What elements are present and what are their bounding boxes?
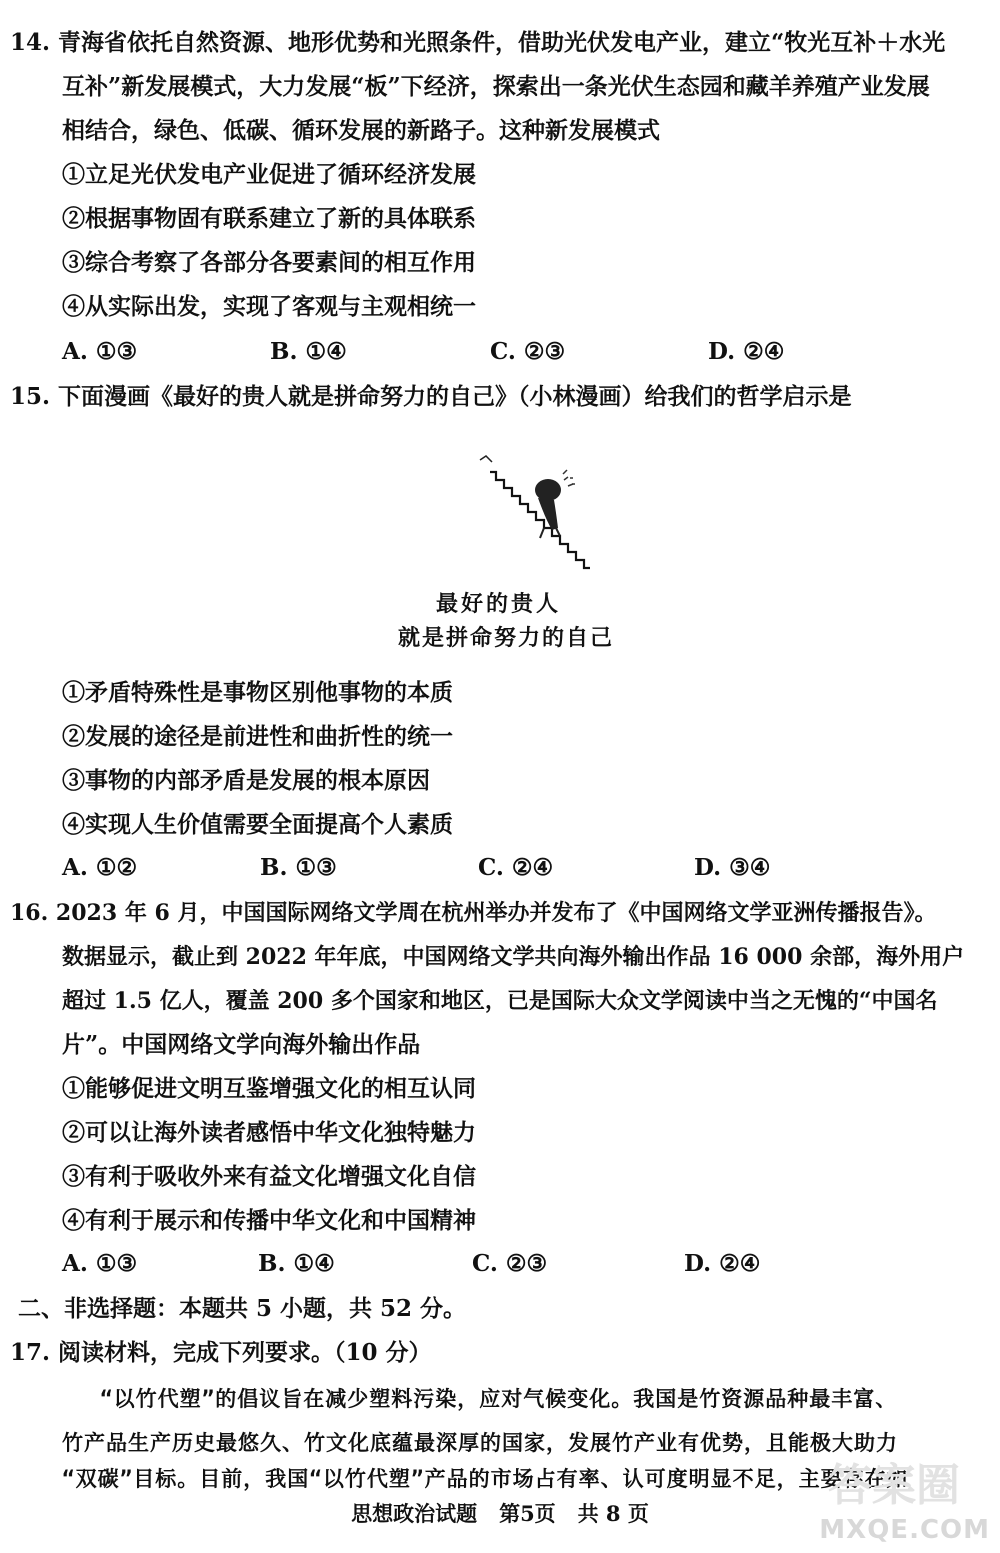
- q16-stem-line-1: 16. 2023 年 6 月，中国国际网络文学周在杭州举办并发布了《中国网络文学亚洲传播报告》。: [10, 900, 937, 926]
- q15-item-3: ③事物的内部矛盾是发展的根本原因: [62, 767, 430, 794]
- q15-option-d[interactable]: D. ③④: [694, 854, 771, 881]
- q16-stem-line-4: 片”。中国网络文学向海外输出作品: [62, 1031, 421, 1058]
- q14-stem-line-3: 相结合，绿色、低碳、循环发展的新路子。这种新发展模式: [62, 117, 660, 144]
- q16-option-c[interactable]: C. ②③: [472, 1250, 548, 1277]
- q17-material-line-1: “以竹代塑”的倡议旨在减少塑料污染，应对气候变化。我国是竹资源品种最丰富、: [100, 1387, 898, 1411]
- q16-item-4: ④有利于展示和传播中华文化和中国精神: [62, 1207, 476, 1234]
- watermark-logo: 答案圈: [828, 1460, 960, 1511]
- q16-options: [62, 1250, 962, 1280]
- staircase-figure-icon: [460, 450, 660, 580]
- q14-option-c[interactable]: C. ②③: [490, 338, 566, 365]
- q16-option-b[interactable]: B. ①④: [258, 1250, 335, 1277]
- q14-options: [62, 338, 962, 368]
- q15-item-4: ④实现人生价值需要全面提高个人素质: [62, 811, 453, 838]
- q17-material-line-3: “双碳”目标。目前，我国“以竹代塑”产品的市场占有率、认可度明显不足，主要存在如: [62, 1467, 909, 1491]
- q14-item-3: ③综合考察了各部分各要素间的相互作用: [62, 249, 476, 276]
- q15-item-1: ①矛盾特殊性是事物区别他事物的本质: [62, 679, 453, 706]
- watermark-site: MXQE.COM: [819, 1515, 990, 1545]
- cartoon-caption-line-2: 就是拼命努力的自己: [398, 626, 615, 651]
- q14-stem-line-2: 互补”新发展模式，大力发展“板”下经济，探索出一条光伏生态园和藏羊养殖产业发展: [62, 73, 930, 100]
- q14-option-a[interactable]: A. ①③: [62, 338, 138, 365]
- q16-stem-line-2: 数据显示，截止到 2022 年年底，中国网络文学共向海外输出作品 16 000 余部，海外用户: [62, 944, 965, 970]
- q16-item-1: ①能够促进文明互鉴增强文化的相互认同: [62, 1075, 476, 1102]
- q17-stem: 17. 阅读材料，完成下列要求。（10 分）: [10, 1339, 432, 1366]
- q14-item-1: ①立足光伏发电产业促进了循环经济发展: [62, 161, 476, 188]
- q14-stem-line-1: 14. 青海省依托自然资源、地形优势和光照条件，借助光伏发电产业，建立“牧光互补＋水光: [10, 29, 946, 56]
- q16-item-3: ③有利于吸收外来有益文化增强文化自信: [62, 1163, 476, 1190]
- q16-option-a[interactable]: A. ①③: [62, 1250, 138, 1277]
- cartoon-caption-line-1: 最好的贵人: [436, 592, 562, 617]
- q15-option-a[interactable]: A. ①②: [62, 854, 138, 881]
- section-heading: 二、非选择题：本题共 5 小题，共 52 分。: [18, 1295, 467, 1322]
- q15-option-b[interactable]: B. ①③: [260, 854, 337, 881]
- q16-option-d[interactable]: D. ②④: [684, 1250, 761, 1277]
- q15-stem: 15. 下面漫画《最好的贵人就是拼命努力的自己》（小林漫画）给我们的哲学启示是: [10, 383, 852, 410]
- page-footer: 思想政治试题 第5页 共 8 页: [351, 1501, 649, 1526]
- q14-item-2: ②根据事物固有联系建立了新的具体联系: [62, 205, 476, 232]
- q14-item-4: ④从实际出发，实现了客观与主观相统一: [62, 293, 476, 320]
- q15-item-2: ②发展的途径是前进性和曲折性的统一: [62, 723, 453, 750]
- q14-option-b[interactable]: B. ①④: [270, 338, 347, 365]
- q17-material-line-2: 竹产品生产历史最悠久、竹文化底蕴最深厚的国家，发展竹产业有优势，且能极大助力: [62, 1431, 898, 1455]
- q16-item-2: ②可以让海外读者感悟中华文化独特魅力: [62, 1119, 476, 1146]
- q15-options: [62, 854, 962, 884]
- q14-option-d[interactable]: D. ②④: [708, 338, 785, 365]
- q15-option-c[interactable]: C. ②④: [478, 854, 554, 881]
- q16-stem-line-3: 超过 1.5 亿人，覆盖 200 多个国家和地区，已是国际大众文学阅读中当之无愧的“中国名: [62, 988, 938, 1014]
